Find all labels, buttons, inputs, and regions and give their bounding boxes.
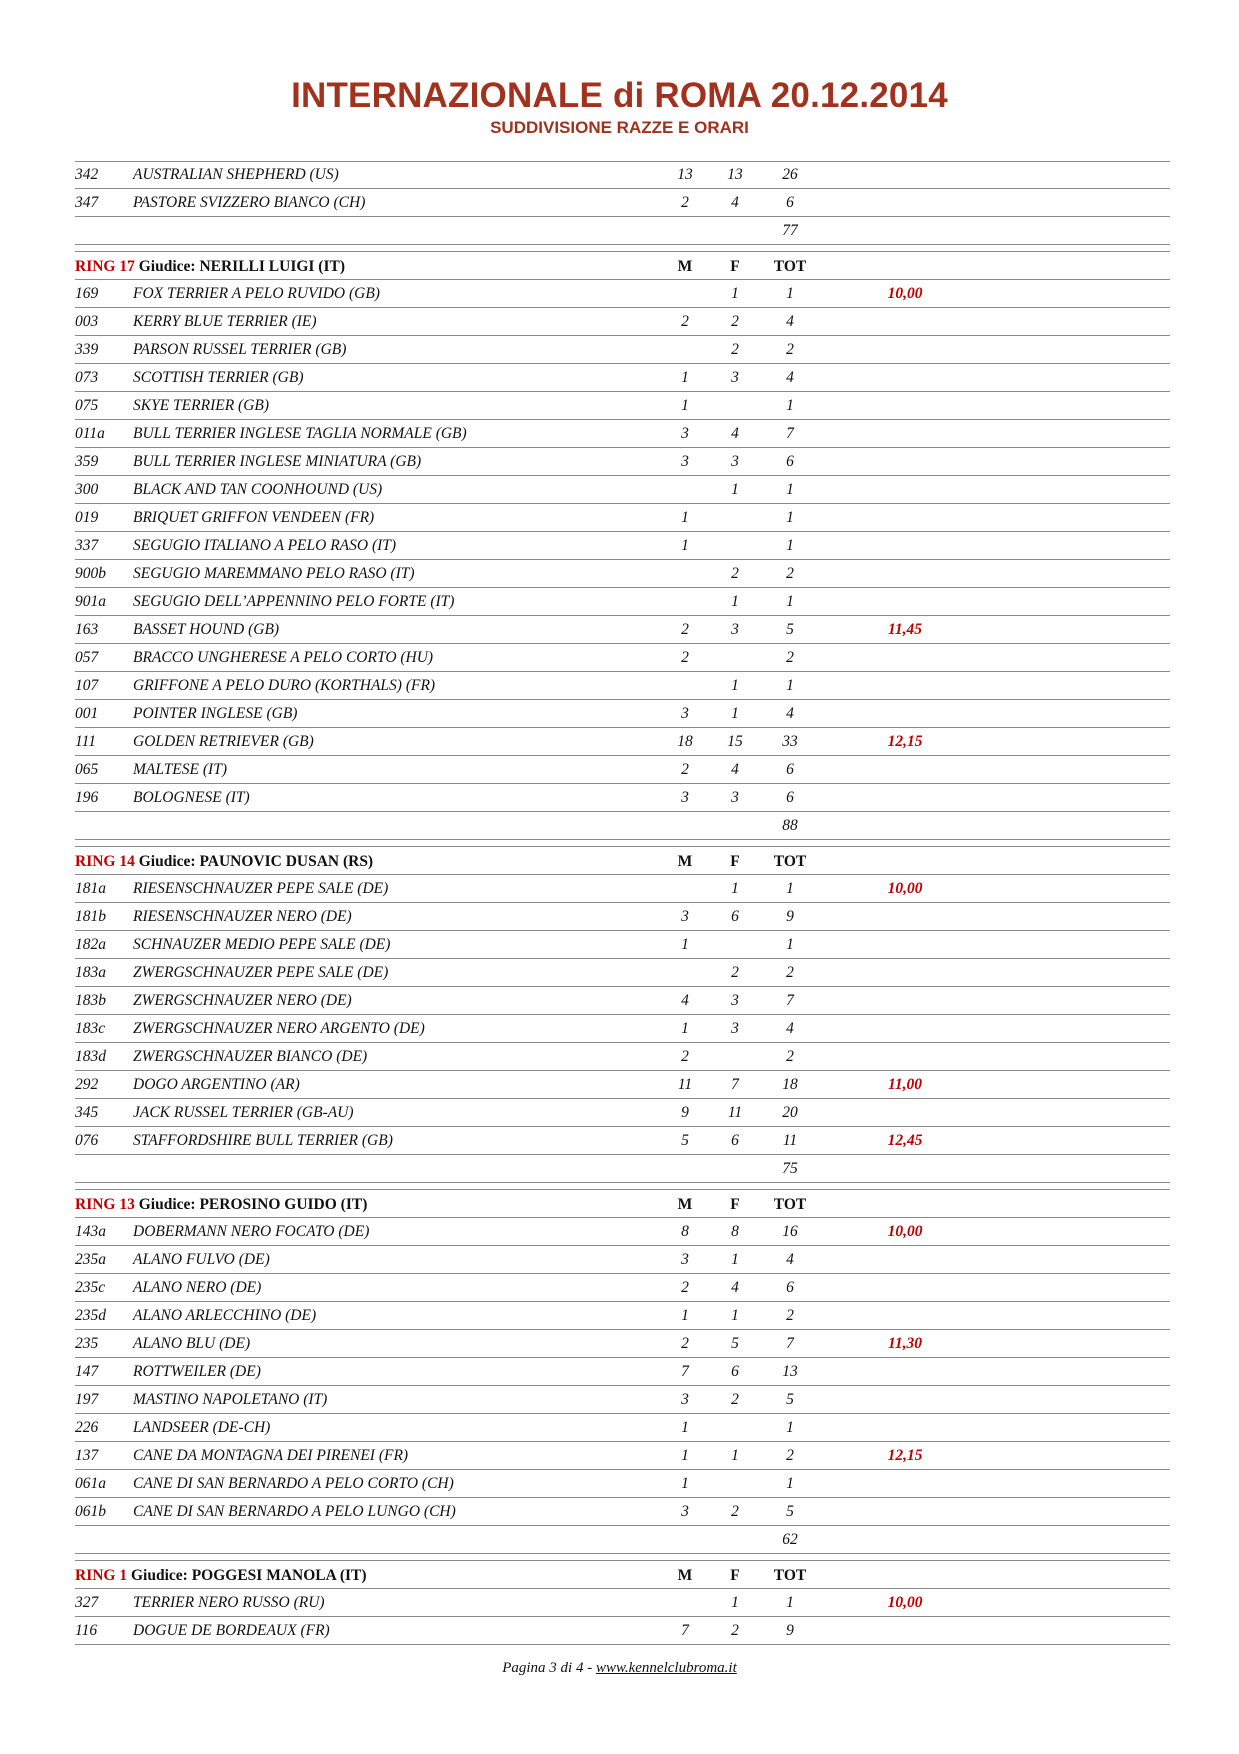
- judge-name: Giudice: NERILLI LUIGI (IT): [138, 258, 346, 275]
- breed-code: 339: [75, 341, 99, 358]
- total-count: 2: [786, 964, 794, 981]
- female-count: 1: [731, 880, 739, 897]
- total-count: 5: [786, 621, 794, 638]
- breed-code: 235c: [75, 1279, 106, 1296]
- ring-number: RING 13: [75, 1196, 135, 1213]
- breed-schedule-table: [75, 161, 1170, 1645]
- male-count: 3: [681, 705, 689, 722]
- breed-code: 196: [75, 789, 99, 806]
- male-count: 7: [681, 1363, 689, 1380]
- judge-name: Giudice: POGGESI MANOLA (IT): [130, 1567, 367, 1584]
- total-count: 7: [786, 1335, 794, 1352]
- breed-name: MALTESE (IT): [133, 761, 227, 778]
- total-count: 11: [782, 1132, 798, 1149]
- breed-name: PARSON RUSSEL TERRIER (GB): [133, 341, 347, 358]
- table-row: [75, 1330, 1170, 1358]
- judging-time: 12,15: [887, 1447, 923, 1464]
- breed-code: 292: [75, 1076, 99, 1093]
- column-header-m: M: [677, 258, 693, 275]
- breed-code: 181b: [75, 908, 106, 925]
- table-row: [75, 756, 1170, 784]
- breed-name: JACK RUSSEL TERRIER (GB-AU): [133, 1104, 354, 1121]
- breed-name: ALANO FULVO (DE): [133, 1251, 270, 1268]
- total-count: 33: [782, 733, 798, 750]
- female-count: 15: [727, 733, 743, 750]
- table-row: [75, 532, 1170, 560]
- breed-name: RIESENSCHNAUZER NERO (DE): [133, 908, 352, 925]
- breed-code: 137: [75, 1447, 99, 1464]
- male-count: 1: [681, 397, 689, 414]
- male-count: 1: [681, 1307, 689, 1324]
- table-row: [75, 875, 1170, 903]
- female-count: 3: [731, 369, 739, 386]
- breed-name: CANE DA MONTAGNA DEI PIRENEI (FR): [133, 1447, 409, 1464]
- female-count: 8: [731, 1223, 739, 1240]
- female-count: 2: [731, 313, 739, 330]
- ring-number: RING 14: [75, 853, 135, 870]
- total-count: 4: [786, 1020, 794, 1037]
- breed-name: GRIFFONE A PELO DURO (KORTHALS) (FR): [133, 677, 436, 694]
- table-row: [75, 1498, 1170, 1526]
- ring-title: [75, 1190, 367, 1219]
- female-count: 1: [731, 285, 739, 302]
- breed-name: SEGUGIO ITALIANO A PELO RASO (IT): [133, 537, 397, 554]
- total-count: 4: [786, 313, 794, 330]
- female-count: 1: [731, 1251, 739, 1268]
- female-count: 4: [731, 761, 739, 778]
- table-row: [75, 1589, 1170, 1617]
- total-count: 2: [786, 1447, 794, 1464]
- male-count: 5: [681, 1132, 689, 1149]
- breed-name: ALANO NERO (DE): [133, 1279, 262, 1296]
- judging-time: 10,00: [887, 285, 923, 302]
- table-row: [75, 588, 1170, 616]
- breed-name: ZWERGSCHNAUZER NERO (DE): [133, 992, 352, 1009]
- male-count: 4: [681, 992, 689, 1009]
- page-footer: [0, 1660, 1239, 1677]
- female-count: 5: [731, 1335, 739, 1352]
- female-count: 3: [731, 453, 739, 470]
- ring-number: RING 1: [75, 1567, 128, 1584]
- ring-total-row: [75, 1526, 1170, 1554]
- total-count: 1: [786, 537, 794, 554]
- table-row: [75, 1099, 1170, 1127]
- ring-total: 62: [782, 1531, 798, 1548]
- breed-name: DOGO ARGENTINO (AR): [133, 1076, 300, 1093]
- table-row: [75, 672, 1170, 700]
- breed-name: ZWERGSCHNAUZER NERO ARGENTO (DE): [133, 1020, 425, 1037]
- column-header-tot: TOT: [773, 1567, 807, 1584]
- breed-name: BOLOGNESE (IT): [133, 789, 250, 806]
- male-count: 3: [681, 789, 689, 806]
- breed-code: 181a: [75, 880, 106, 897]
- breed-code: 183c: [75, 1020, 106, 1037]
- ring-title: [75, 252, 345, 281]
- breed-name: AUSTRALIAN SHEPHERD (US): [133, 166, 339, 183]
- total-count: 7: [786, 425, 794, 442]
- breed-name: TERRIER NERO RUSSO (RU): [133, 1594, 325, 1611]
- breed-name: SEGUGIO DELL’APPENNINO PELO FORTE (IT): [133, 593, 455, 610]
- table-row: [75, 987, 1170, 1015]
- table-row: [75, 560, 1170, 588]
- breed-code: 019: [75, 509, 99, 526]
- male-count: 3: [681, 453, 689, 470]
- breed-code: 075: [75, 397, 99, 414]
- total-count: 16: [782, 1223, 798, 1240]
- breed-code: 347: [75, 194, 99, 211]
- breed-code: 001: [75, 705, 99, 722]
- table-row: [75, 728, 1170, 756]
- judging-time: 11,45: [887, 621, 923, 638]
- female-count: 1: [731, 1447, 739, 1464]
- male-count: 3: [681, 1503, 689, 1520]
- column-header-m: M: [677, 1567, 693, 1584]
- female-count: 4: [731, 425, 739, 442]
- judging-time: 10,00: [887, 880, 923, 897]
- column-header-f: F: [730, 853, 740, 870]
- breed-code: 065: [75, 761, 99, 778]
- table-row: [75, 1442, 1170, 1470]
- ring-title: [75, 1561, 367, 1590]
- table-row: [75, 420, 1170, 448]
- female-count: 1: [731, 677, 739, 694]
- breed-code: 337: [75, 537, 99, 554]
- female-count: 6: [731, 1363, 739, 1380]
- judging-time: 10,00: [887, 1223, 923, 1240]
- breed-name: MASTINO NAPOLETANO (IT): [133, 1391, 328, 1408]
- total-count: 1: [786, 593, 794, 610]
- table-row: [75, 1414, 1170, 1442]
- breed-code: 327: [75, 1594, 99, 1611]
- male-count: 2: [681, 1048, 689, 1065]
- total-count: 1: [786, 880, 794, 897]
- total-count: 1: [786, 677, 794, 694]
- male-count: 1: [681, 1020, 689, 1037]
- female-count: 1: [731, 705, 739, 722]
- page-subtitle: SUDDIVISIONE RAZZE E ORARI: [490, 118, 749, 137]
- breed-name: SEGUGIO MAREMMANO PELO RASO (IT): [133, 565, 415, 582]
- breed-code: 061b: [75, 1503, 106, 1520]
- ring-total-row: [75, 1155, 1170, 1183]
- total-count: 20: [782, 1104, 798, 1121]
- male-count: 2: [681, 313, 689, 330]
- male-count: 3: [681, 1391, 689, 1408]
- male-count: 18: [677, 733, 693, 750]
- breed-name: BRIQUET GRIFFON VENDEEN (FR): [133, 509, 375, 526]
- breed-code: 300: [75, 481, 99, 498]
- breed-code: 359: [75, 453, 99, 470]
- table-row: [75, 448, 1170, 476]
- table-row: [75, 280, 1170, 308]
- total-count: 26: [782, 166, 798, 183]
- column-header-tot: TOT: [773, 258, 807, 275]
- female-count: 1: [731, 593, 739, 610]
- total-count: 18: [782, 1076, 798, 1093]
- breed-code: 182a: [75, 936, 106, 953]
- breed-code: 076: [75, 1132, 99, 1149]
- breed-name: LANDSEER (DE-CH): [133, 1419, 271, 1436]
- female-count: 3: [731, 992, 739, 1009]
- breed-name: ALANO ARLECCHINO (DE): [133, 1307, 317, 1324]
- female-count: 2: [731, 565, 739, 582]
- female-count: 1: [731, 1307, 739, 1324]
- breed-code: 235d: [75, 1307, 106, 1324]
- judging-time: 12,15: [887, 733, 923, 750]
- female-count: 4: [731, 194, 739, 211]
- male-count: 2: [681, 194, 689, 211]
- female-count: 3: [731, 1020, 739, 1037]
- breed-name: BULL TERRIER INGLESE TAGLIA NORMALE (GB): [133, 425, 467, 442]
- female-count: 3: [731, 789, 739, 806]
- breed-name: POINTER INGLESE (GB): [133, 705, 298, 722]
- breed-code: 011a: [75, 425, 105, 442]
- breed-code: 107: [75, 677, 99, 694]
- breed-name: SCOTTISH TERRIER (GB): [133, 369, 304, 386]
- breed-name: BASSET HOUND (GB): [133, 621, 280, 638]
- male-count: 3: [681, 425, 689, 442]
- ring-total: 77: [782, 222, 798, 239]
- male-count: 1: [681, 1447, 689, 1464]
- table-row: [75, 959, 1170, 987]
- total-count: 2: [786, 341, 794, 358]
- table-row: [75, 189, 1170, 217]
- table-row: [75, 1274, 1170, 1302]
- male-count: 2: [681, 761, 689, 778]
- table-row: [75, 700, 1170, 728]
- ring-header-row: [75, 846, 1170, 875]
- breed-code: 183b: [75, 992, 106, 1009]
- female-count: 6: [731, 908, 739, 925]
- breed-code: 183d: [75, 1048, 106, 1065]
- ring-title: [75, 847, 373, 876]
- total-count: 1: [786, 1419, 794, 1436]
- male-count: 2: [681, 621, 689, 638]
- breed-code: 183a: [75, 964, 106, 981]
- total-count: 13: [782, 1363, 798, 1380]
- ring-header-row: [75, 251, 1170, 280]
- female-count: 13: [727, 166, 743, 183]
- table-row: [75, 476, 1170, 504]
- breed-code: 147: [75, 1363, 99, 1380]
- female-count: 2: [731, 1622, 739, 1639]
- breed-code: 116: [75, 1622, 98, 1639]
- column-header-tot: TOT: [773, 853, 807, 870]
- breed-name: ALANO BLU (DE): [133, 1335, 251, 1352]
- total-count: 1: [786, 397, 794, 414]
- table-row: [75, 1470, 1170, 1498]
- female-count: 1: [731, 481, 739, 498]
- breed-code: 143a: [75, 1223, 106, 1240]
- table-row: [75, 1246, 1170, 1274]
- judge-name: Giudice: PAUNOVIC DUSAN (RS): [138, 853, 374, 870]
- column-header-m: M: [677, 1196, 693, 1213]
- female-count: 11: [727, 1104, 743, 1121]
- total-count: 2: [786, 649, 794, 666]
- table-row: [75, 1218, 1170, 1246]
- ring-header-row: [75, 1560, 1170, 1589]
- total-count: 6: [786, 761, 794, 778]
- female-count: 4: [731, 1279, 739, 1296]
- judge-name: Giudice: PEROSINO GUIDO (IT): [138, 1196, 368, 1213]
- female-count: 6: [731, 1132, 739, 1149]
- ring-number: RING 17: [75, 258, 135, 275]
- breed-name: SCHNAUZER MEDIO PEPE SALE (DE): [133, 936, 391, 953]
- breed-code: 235: [75, 1335, 99, 1352]
- female-count: 2: [731, 964, 739, 981]
- total-count: 9: [786, 1622, 794, 1639]
- total-count: 4: [786, 705, 794, 722]
- total-count: 6: [786, 789, 794, 806]
- ring-total-row: [75, 812, 1170, 840]
- male-count: 13: [677, 166, 693, 183]
- female-count: 2: [731, 1391, 739, 1408]
- total-count: 1: [786, 481, 794, 498]
- column-header-f: F: [730, 1567, 740, 1584]
- breed-code: 057: [75, 649, 99, 666]
- ring-total: 75: [782, 1160, 798, 1177]
- breed-name: ZWERGSCHNAUZER PEPE SALE (DE): [133, 964, 389, 981]
- male-count: 7: [681, 1622, 689, 1639]
- breed-name: STAFFORDSHIRE BULL TERRIER (GB): [133, 1132, 393, 1149]
- breed-code: 345: [75, 1104, 99, 1121]
- table-row: [75, 1015, 1170, 1043]
- total-count: 7: [786, 992, 794, 1009]
- judging-time: 12,45: [887, 1132, 923, 1149]
- breed-name: ZWERGSCHNAUZER BIANCO (DE): [133, 1048, 368, 1065]
- breed-name: SKYE TERRIER (GB): [133, 397, 270, 414]
- female-count: 2: [731, 341, 739, 358]
- male-count: 3: [681, 1251, 689, 1268]
- breed-code: 342: [75, 166, 99, 183]
- male-count: 8: [681, 1223, 689, 1240]
- breed-name: FOX TERRIER A PELO RUVIDO (GB): [133, 285, 380, 302]
- total-count: 6: [786, 453, 794, 470]
- breed-name: PASTORE SVIZZERO BIANCO (CH): [133, 194, 366, 211]
- male-count: 1: [681, 936, 689, 953]
- table-row: [75, 1302, 1170, 1330]
- column-header-tot: TOT: [773, 1196, 807, 1213]
- total-count: 1: [786, 1594, 794, 1611]
- judging-time: 11,00: [887, 1076, 923, 1093]
- breed-name: BLACK AND TAN COONHOUND (US): [133, 481, 383, 498]
- total-count: 6: [786, 194, 794, 211]
- judging-time: 10,00: [887, 1594, 923, 1611]
- table-row: [75, 161, 1170, 189]
- table-row: [75, 903, 1170, 931]
- total-count: 2: [786, 1048, 794, 1065]
- breed-code: 226: [75, 1419, 99, 1436]
- breed-name: KERRY BLUE TERRIER (IE): [133, 313, 317, 330]
- breed-name: GOLDEN RETRIEVER (GB): [133, 733, 314, 750]
- breed-code: 197: [75, 1391, 99, 1408]
- breed-name: CANE DI SAN BERNARDO A PELO LUNGO (CH): [133, 1503, 456, 1520]
- ring-header-row: [75, 1189, 1170, 1218]
- table-row: [75, 1043, 1170, 1071]
- breed-code: 163: [75, 621, 99, 638]
- website-link[interactable]: www.kennelclubroma.it: [595, 1660, 737, 1676]
- ring-total-row: [75, 217, 1170, 245]
- breed-code: 073: [75, 369, 99, 386]
- breed-code: 900b: [75, 565, 106, 582]
- page-title: INTERNAZIONALE di ROMA 20.12.2014: [291, 76, 948, 115]
- breed-code: 061a: [75, 1475, 106, 1492]
- table-row: [75, 1386, 1170, 1414]
- male-count: 11: [677, 1076, 693, 1093]
- breed-name: CANE DI SAN BERNARDO A PELO CORTO (CH): [133, 1475, 454, 1492]
- male-count: 3: [681, 908, 689, 925]
- table-row: [75, 1358, 1170, 1386]
- female-count: 7: [731, 1076, 739, 1093]
- total-count: 4: [786, 1251, 794, 1268]
- male-count: 1: [681, 509, 689, 526]
- female-count: 2: [731, 1503, 739, 1520]
- total-count: 2: [786, 565, 794, 582]
- breed-name: RIESENSCHNAUZER PEPE SALE (DE): [133, 880, 389, 897]
- table-row: [75, 1617, 1170, 1645]
- breed-code: 901a: [75, 593, 106, 610]
- ring-total: 88: [782, 817, 798, 834]
- table-row: [75, 392, 1170, 420]
- male-count: 1: [681, 1419, 689, 1436]
- column-header-f: F: [730, 258, 740, 275]
- female-count: 3: [731, 621, 739, 638]
- breed-code: 003: [75, 313, 99, 330]
- table-row: [75, 1127, 1170, 1155]
- female-count: 1: [731, 1594, 739, 1611]
- table-row: [75, 644, 1170, 672]
- breed-name: BRACCO UNGHERESE A PELO CORTO (HU): [133, 649, 434, 666]
- male-count: 2: [681, 1335, 689, 1352]
- breed-name: DOBERMANN NERO FOCATO (DE): [133, 1223, 370, 1240]
- breed-code: 235a: [75, 1251, 106, 1268]
- total-count: 4: [786, 369, 794, 386]
- male-count: 9: [681, 1104, 689, 1121]
- table-row: [75, 336, 1170, 364]
- table-row: [75, 308, 1170, 336]
- table-row: [75, 616, 1170, 644]
- breed-name: ROTTWEILER (DE): [133, 1363, 261, 1380]
- total-count: 2: [786, 1307, 794, 1324]
- male-count: 1: [681, 1475, 689, 1492]
- total-count: 1: [786, 1475, 794, 1492]
- total-count: 1: [786, 285, 794, 302]
- table-row: [75, 784, 1170, 812]
- table-row: [75, 504, 1170, 532]
- male-count: 1: [681, 369, 689, 386]
- total-count: 5: [786, 1503, 794, 1520]
- total-count: 1: [786, 509, 794, 526]
- total-count: 5: [786, 1391, 794, 1408]
- male-count: 1: [681, 537, 689, 554]
- total-count: 9: [786, 908, 794, 925]
- table-row: [75, 1071, 1170, 1099]
- total-count: 1: [786, 936, 794, 953]
- breed-code: 169: [75, 285, 99, 302]
- breed-name: DOGUE DE BORDEAUX (FR): [133, 1622, 330, 1639]
- total-count: 6: [786, 1279, 794, 1296]
- breed-name: BULL TERRIER INGLESE MINIATURA (GB): [133, 453, 422, 470]
- column-header-f: F: [730, 1196, 740, 1213]
- breed-code: 111: [75, 733, 96, 750]
- table-row: [75, 364, 1170, 392]
- judging-time: 11,30: [887, 1335, 923, 1352]
- page-number-text: Pagina 3 di 4 -: [502, 1660, 596, 1676]
- male-count: 2: [681, 649, 689, 666]
- male-count: 2: [681, 1279, 689, 1296]
- column-header-m: M: [677, 853, 693, 870]
- table-row: [75, 931, 1170, 959]
